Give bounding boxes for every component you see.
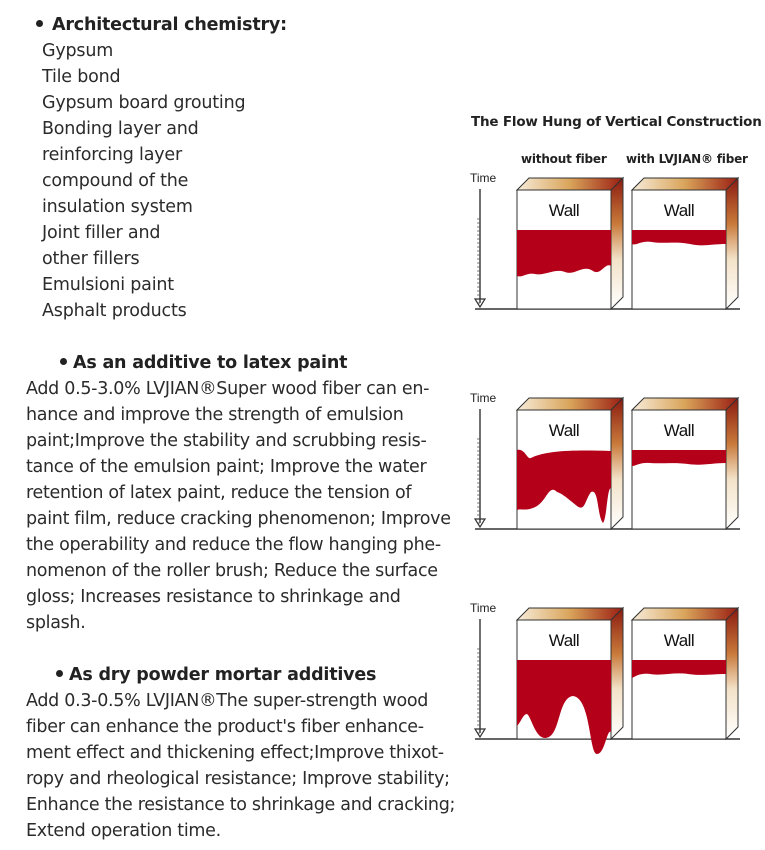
paragraph-line: gloss; Increases resistance to shrinkage and	[26, 587, 401, 607]
list-item: insulation system	[42, 197, 193, 217]
wall-top-face	[632, 178, 738, 190]
bullet-icon	[36, 20, 43, 27]
paragraph-line: Enhance the resistance to shrinkage and cracking;	[26, 795, 456, 815]
wall-side-face	[726, 398, 738, 529]
wall-with-fiber	[632, 608, 738, 739]
time-label: Time	[470, 391, 497, 405]
list-item: reinforcing layer	[42, 145, 182, 165]
wall-without-fiber	[517, 608, 623, 754]
section-latex	[26, 350, 451, 636]
paragraph-line: Add 0.3-0.5% LVJIAN®The super-strength wood	[26, 691, 429, 711]
wall-label: Wall	[548, 631, 580, 650]
wall-side-face	[726, 178, 738, 309]
paragraph-line: hance and improve the strength of emulsion	[26, 405, 404, 425]
wall-side-face	[726, 608, 738, 739]
wall-with-fiber	[632, 398, 738, 529]
wall-side-face	[611, 608, 623, 739]
wall-top-face	[632, 608, 738, 620]
wall-top-face	[632, 398, 738, 410]
wall-label: Wall	[663, 631, 695, 650]
column-label-with-fiber: with LVJIAN® fiber	[626, 152, 748, 166]
section-mortar	[26, 662, 455, 844]
list-item: other fillers	[42, 249, 140, 269]
wall-top-face	[517, 178, 623, 190]
diagram-row	[470, 391, 740, 529]
wall-top-face	[517, 608, 623, 620]
paragraph-line: Add 0.5-3.0% LVJIAN®Super wood fiber can en-	[26, 379, 430, 399]
list-item: Joint filler and	[42, 223, 161, 243]
bullet-icon	[60, 358, 67, 365]
mortar-heading	[56, 662, 455, 688]
paragraph-line: paint film, reduce cracking phenomenon; Improve	[26, 509, 451, 529]
wall-top-face	[517, 398, 623, 410]
list-item: Asphalt products	[42, 301, 187, 321]
architectural-heading-text: Architectural chemistry:	[52, 15, 287, 35]
wall-side-face	[611, 178, 623, 309]
paint-drip	[517, 230, 611, 276]
paragraph-line: retention of latex paint, reduce the tension of	[26, 483, 412, 503]
paragraph-line: Extend operation time.	[26, 821, 221, 841]
diagram-row	[470, 171, 740, 309]
time-label: Time	[470, 601, 497, 615]
paragraph-line: fiber can enhance the product's fiber enhance-	[26, 717, 424, 737]
mortar-heading-text: As dry powder mortar additives	[69, 665, 377, 685]
list-item: Emulsioni paint	[42, 275, 174, 295]
column-label-without-fiber: without fiber	[521, 152, 607, 166]
bullet-icon	[56, 670, 63, 677]
time-label: Time	[470, 171, 497, 185]
list-item: Gypsum	[42, 41, 114, 61]
wall-label: Wall	[663, 201, 695, 220]
mortar-paragraph	[26, 688, 455, 844]
wall-without-fiber	[517, 178, 623, 309]
wall-label: Wall	[548, 201, 580, 220]
wall-without-fiber	[517, 398, 623, 529]
paragraph-line: ment effect and thickening effect;Improve thixot-	[26, 743, 444, 763]
architectural-list	[42, 38, 287, 324]
wall-label: Wall	[663, 421, 695, 440]
list-item: Gypsum board grouting	[42, 93, 246, 113]
section-architectural	[42, 12, 287, 324]
flow-diagram	[460, 160, 760, 760]
latex-paragraph	[26, 376, 451, 636]
wall-with-fiber	[632, 178, 738, 309]
paragraph-line: the operability and reduce the flow hanging phe-	[26, 535, 441, 555]
latex-heading-text: As an additive to latex paint	[73, 353, 348, 373]
diagram-row	[470, 601, 740, 754]
wall-label: Wall	[548, 421, 580, 440]
wall-side-face	[611, 398, 623, 529]
paragraph-line: splash.	[26, 613, 86, 633]
latex-heading	[60, 350, 451, 376]
list-item: Bonding layer and	[42, 119, 199, 139]
list-item: compound of the	[42, 171, 189, 191]
list-item: Tile bond	[42, 67, 121, 87]
paragraph-line: ropy and rheological resistance; Improve stability;	[26, 769, 450, 789]
paragraph-line: tance of the emulsion paint; Improve the water	[26, 457, 427, 477]
architectural-heading	[36, 12, 287, 38]
paragraph-line: paint;Improve the stability and scrubbing resis-	[26, 431, 427, 451]
diagram-title: The Flow Hung of Vertical Construction	[471, 114, 762, 130]
paragraph-line: nomenon of the roller brush; Reduce the surface	[26, 561, 438, 581]
